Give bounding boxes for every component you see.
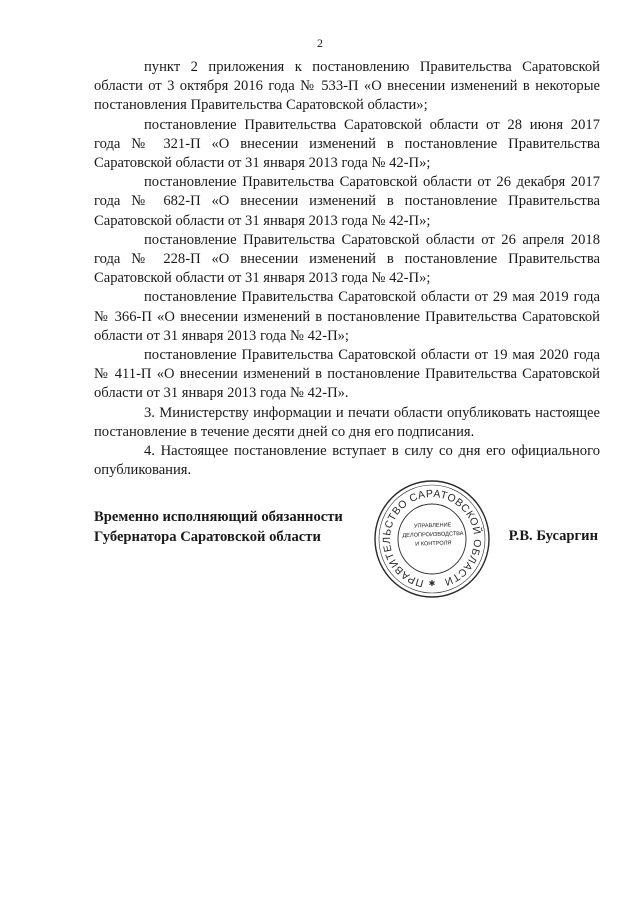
seal-inner-line-1: УПРАВЛЕНИЕ [413, 522, 452, 530]
paragraph-2: постановление Правительства Саратовской области от 28 июня 2017 года № 321-П «О внесении изменений в постановление Правительства Саратовской области от 31 января 2013 года № 42-П»; [94, 116, 600, 172]
paragraph-1: пункт 2 приложения к постановлению Правительства Саратовской области от 3 октября 2016 года № 533-П «О внесении изменений в некоторые постановления Правительства Саратовской области»; [94, 59, 600, 114]
signatory-name: Р.В. Бусаргин [508, 528, 598, 544]
paragraph-6: постановление Правительства Саратовской области от 19 мая 2020 года № 411-П «О внесении изменений в постановление Правительства Саратовской области от 31 января 2013 года № 42-П». [94, 347, 600, 402]
seal-ring-text: ПРАВИТЕЛЬСТВО САРАТОВСКОЙ ОБЛАСТИ [380, 487, 484, 590]
signatory-title-line-2: Губернатора Саратовской области [94, 529, 321, 545]
paragraph-3: постановление Правительства Саратовской области от 26 декабря 2017 года № 682-П «О внесении изменений в постановление Правительства Саратовской области от 31 января 2013 года № 42-П»; [94, 174, 600, 229]
document-body [94, 58, 600, 480]
official-seal [372, 478, 492, 600]
seal-inner-line-2: ДЕЛОПРОИЗВОДСТВА [402, 530, 464, 540]
seal-inner-line-3: И КОНТРОЛЯ [415, 540, 452, 548]
paragraph-5: постановление Правительства Саратовской области от 29 мая 2019 года № 366-П «О внесении изменений в постановление Правительства Саратовской области от 31 января 2013 года № 42-П»; [94, 289, 600, 344]
seal-inner-text [402, 521, 465, 550]
paragraph-7: 3. Министерству информации и печати области опубликовать настоящее постановление в течение десяти дней со дня его подписания. [94, 404, 600, 440]
signatory-title-line-1: Временно исполняющий обязанности [94, 509, 343, 525]
seal-star-icon: ✱ [428, 579, 436, 588]
paragraph-8: 4. Настоящее постановление вступает в силу со дня его официального опубликования. [94, 443, 600, 479]
paragraph-4: постановление Правительства Саратовской области от 26 апреля 2018 года № 228-П «О внесении изменений в постановление Правительства Саратовской области от 31 января 2013 года № 42-П»; [94, 231, 600, 287]
page-number: 2 [317, 36, 323, 50]
signatory-title [94, 507, 343, 547]
